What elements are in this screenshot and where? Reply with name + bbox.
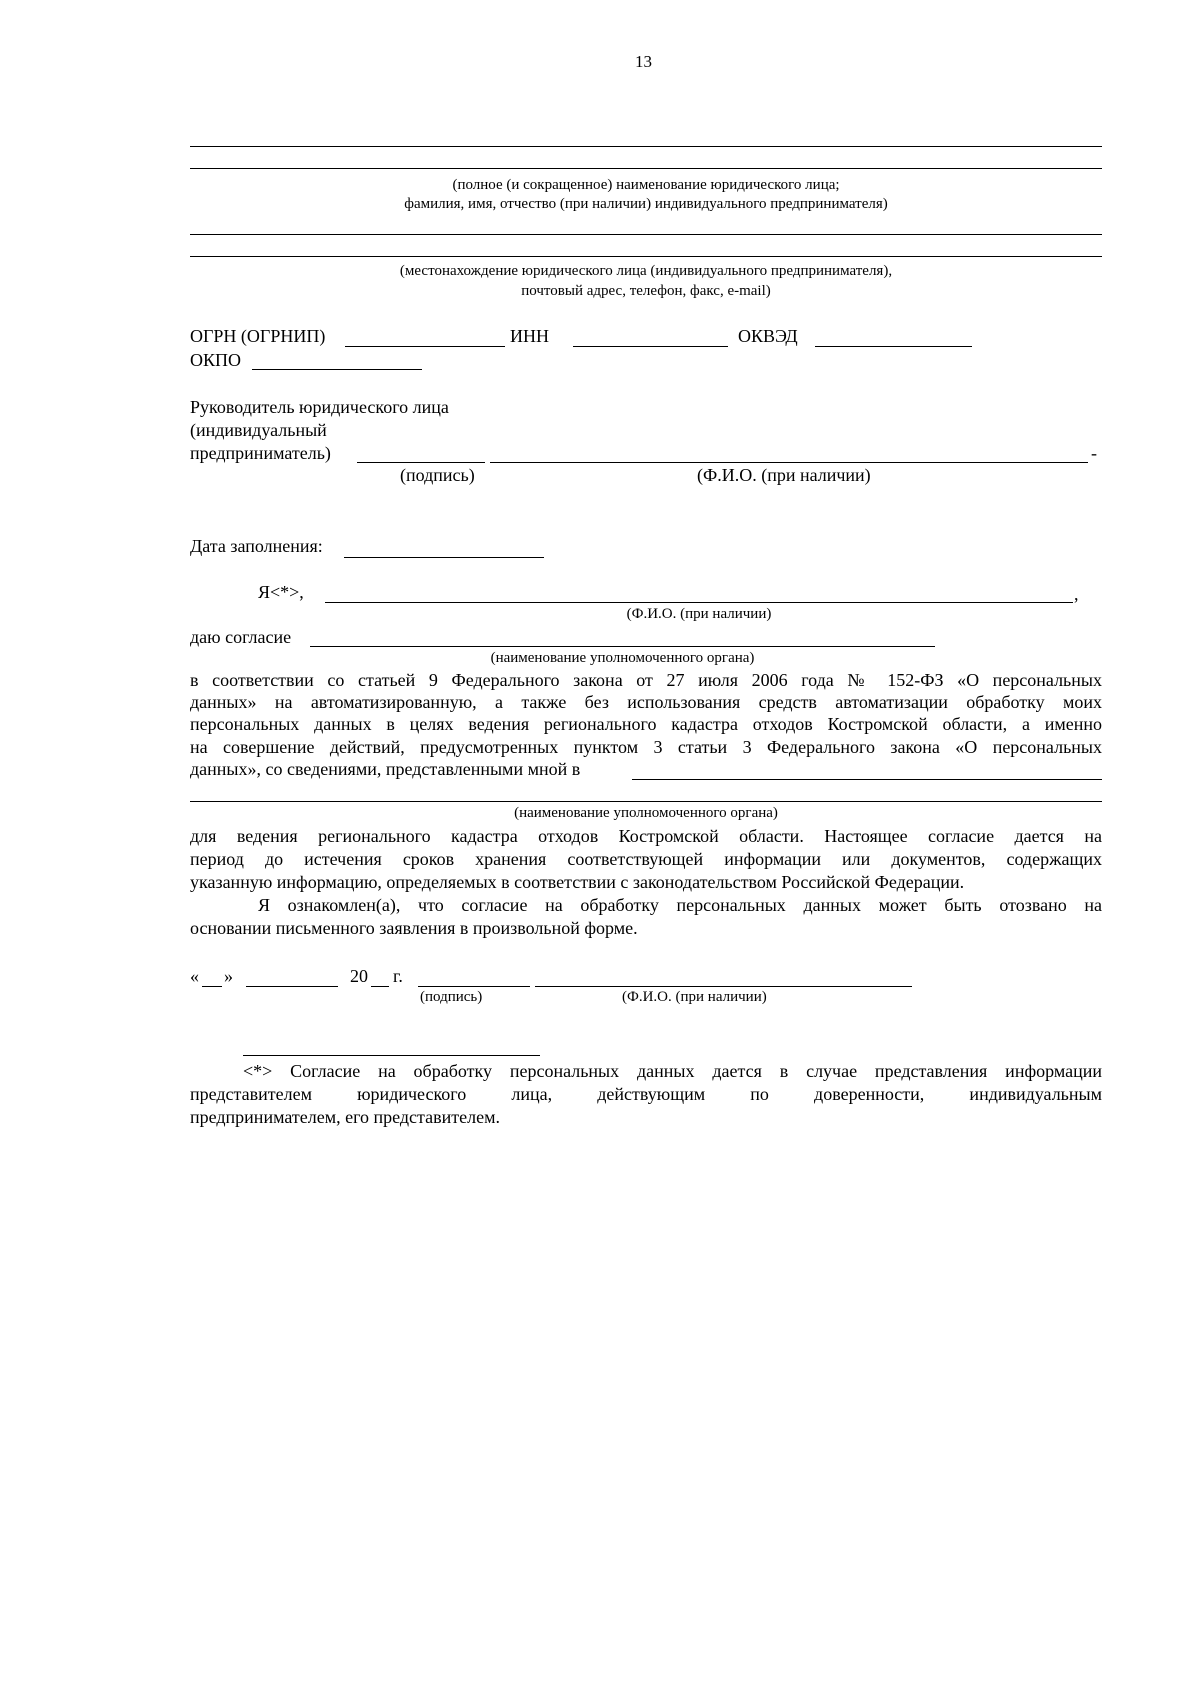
address-caption-1: (местонахождение юридического лица (индивидуального предпринимателя), [399, 263, 893, 279]
ogrn-field[interactable] [345, 346, 505, 347]
organ-field-2[interactable] [190, 801, 1102, 802]
purpose-para-line-1: для ведения регионального кадастра отходов Костромской области. Настоящее согласие дается на [190, 826, 1102, 846]
consent-person-caption: (Ф.И.О. (при наличии) [626, 606, 772, 622]
head-label-2: (индивидуальный [190, 420, 327, 440]
revoke-para-last: основании письменного заявления в произвольной форме. [190, 918, 638, 938]
inn-field[interactable] [573, 346, 728, 347]
consent-to-label: даю согласие [190, 627, 292, 647]
consent-para-line-3: персональных данных в целях ведения регионального кадастра отходов Костромской области, а именно [190, 714, 1102, 734]
footnote-line-1: <*> Согласие на обработку персональных данных дается в случае представления информации [243, 1061, 1102, 1081]
date-day-field[interactable] [202, 986, 222, 987]
date-close-quote: » [224, 966, 233, 986]
page-number: 13 [635, 52, 652, 71]
date-open-quote: « [190, 966, 199, 986]
okpo-field[interactable] [252, 369, 422, 370]
date-label: Дата заполнения: [190, 536, 323, 556]
footnote-separator [243, 1055, 540, 1056]
fio-field[interactable] [535, 986, 912, 987]
okpo-label: ОКПО [190, 350, 242, 370]
date-year-prefix: 20 [350, 966, 368, 986]
address-caption-2: почтовый адрес, телефон, факс, e-mail) [521, 283, 771, 299]
signature-caption: (подпись) [420, 989, 483, 1005]
consent-para-line-4: на совершение действий, предусмотренных пунктом 3 статьи 3 Федерального закона «О персональных [190, 737, 1102, 757]
ogrn-label: ОГРН (ОГРНИП) [190, 326, 326, 346]
revoke-para-line-1: Я ознакомлен(а), что согласие на обработку персональных данных может быть отозвано на [258, 895, 1102, 915]
head-fio-caption: (Ф.И.О. (при наличии) [697, 465, 871, 485]
consent-person-comma: , [1074, 584, 1079, 604]
consent-para-line-1: в соответствии со статьей 9 Федерального закона от 27 июля 2006 года № 152-ФЗ «О персональных [190, 670, 1102, 690]
okved-field[interactable] [815, 346, 972, 347]
address-line-1[interactable] [190, 234, 1102, 235]
purpose-para-line-2: период до истечения сроков хранения соответствующей информации или документов, содержащих [190, 849, 1102, 869]
head-signature-caption: (подпись) [400, 465, 475, 485]
organ-field-1[interactable] [632, 779, 1102, 780]
okved-label: ОКВЭД [738, 326, 798, 346]
org-name-caption-1: (полное (и сокращенное) наименование юридического лица; [452, 177, 840, 193]
date-year-field[interactable] [371, 986, 389, 987]
consent-person-label: Я<*>, [258, 582, 304, 602]
consent-to-field[interactable] [310, 646, 935, 647]
org-name-caption-2: фамилия, имя, отчество (при наличии) индивидуального предпринимателя) [404, 196, 888, 212]
consent-para-line-2: данных» на автоматизированную, а также без использования средств автоматизации обработку моих [190, 692, 1102, 712]
head-label-1: Руководитель юридического лица [190, 397, 449, 417]
org-name-line-2[interactable] [190, 168, 1102, 169]
date-year-suffix: г. [393, 966, 403, 986]
head-dash: - [1091, 443, 1097, 463]
consent-to-caption: (наименование уполномоченного органа) [490, 650, 755, 666]
head-fio-field[interactable] [490, 462, 1088, 463]
date-field[interactable] [344, 557, 544, 558]
inn-label: ИНН [510, 326, 549, 346]
footnote-line-3: предпринимателем, его представителем. [190, 1107, 500, 1127]
date-month-field[interactable] [246, 986, 338, 987]
consent-person-field[interactable] [325, 602, 1073, 603]
signature-field[interactable] [418, 986, 530, 987]
address-line-2[interactable] [190, 256, 1102, 257]
organ-caption-2: (наименование уполномоченного органа) [514, 805, 778, 821]
org-name-line-1[interactable] [190, 146, 1102, 147]
head-label-3: предприниматель) [190, 443, 331, 463]
head-signature-field[interactable] [357, 462, 485, 463]
purpose-para-last: указанную информацию, определяемых в соответствии с законодательством Российской Федерации. [190, 872, 965, 892]
footnote-line-2: представителем юридического лица, действующим по доверенности, индивидуальным [190, 1084, 1102, 1104]
fio-caption: (Ф.И.О. (при наличии) [622, 989, 767, 1005]
consent-para-last: данных», со сведениями, представленными мной в [190, 759, 581, 779]
